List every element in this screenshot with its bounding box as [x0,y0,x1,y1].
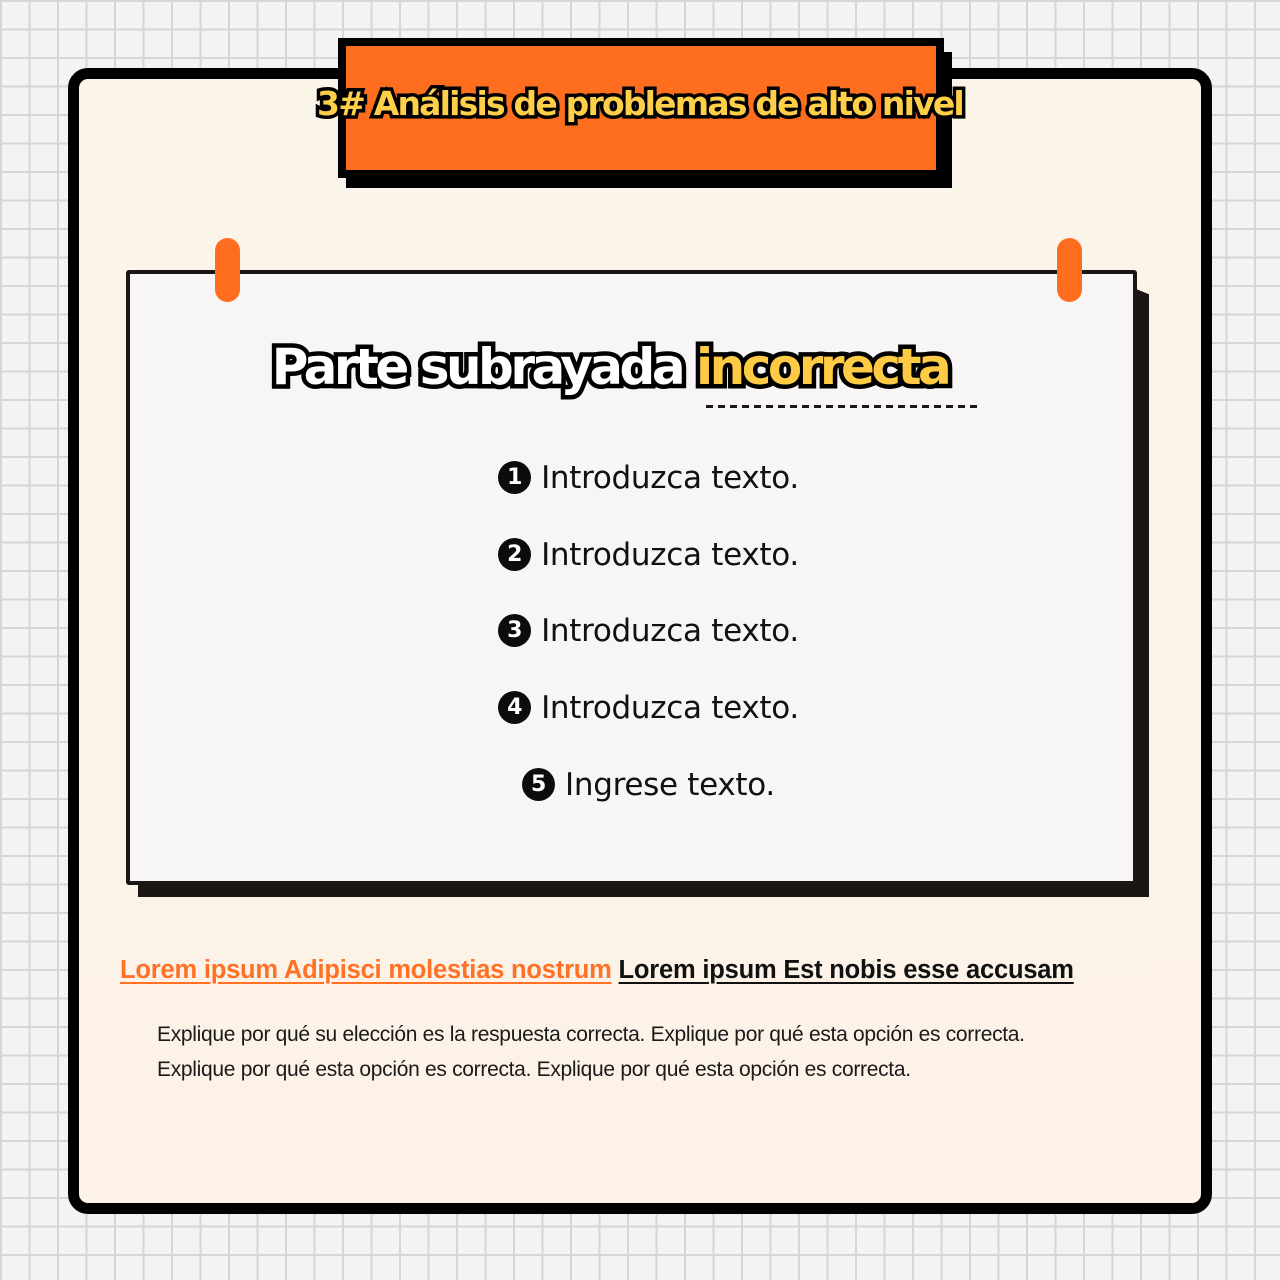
list-item[interactable] [126,685,1171,762]
options-list [126,455,1171,838]
option-text: Introduzca texto. [541,536,799,573]
explanation-line-2: Explique por qué esta opción es correcta. Explique por qué esta opción es correcta. [157,1058,911,1081]
option-text: Introduzca texto. [541,613,799,650]
number-3-icon: 3 [498,614,531,647]
pin-right-icon [1057,238,1082,302]
option-text: Introduzca texto. [541,460,799,496]
list-item[interactable] [126,762,1171,839]
question-headline [150,338,1070,396]
headline-highlight: incorrecta [695,338,949,396]
list-item[interactable] [126,532,1171,609]
headline-text: Parte subrayada [271,338,696,396]
option-text: Introduzca texto. [541,690,799,727]
number-2-icon: 2 [498,538,531,571]
answer-link-orange[interactable]: Lorem ipsum Adipisci molestias nostrum [120,956,612,984]
explanation-line-1: Explique por qué su elección es la respuesta correcta. Explique por qué esta opción es correcta. [157,1023,1025,1046]
pin-left-icon [215,238,240,302]
option-text: Ingrese texto. [565,766,775,803]
number-1-icon: 1 [498,461,531,494]
title-banner-text: 3# Análisis de problemas de alto nivel [317,84,963,123]
number-5-icon: 5 [522,768,555,801]
answer-links [120,956,1074,985]
answer-link-black[interactable]: Lorem ipsum Est nobis esse accusam [618,956,1074,984]
dashed-underline [706,405,982,408]
list-item[interactable] [126,455,1171,532]
number-4-icon: 4 [498,691,531,724]
explanation-text [157,1017,1157,1087]
list-item[interactable] [126,608,1171,685]
